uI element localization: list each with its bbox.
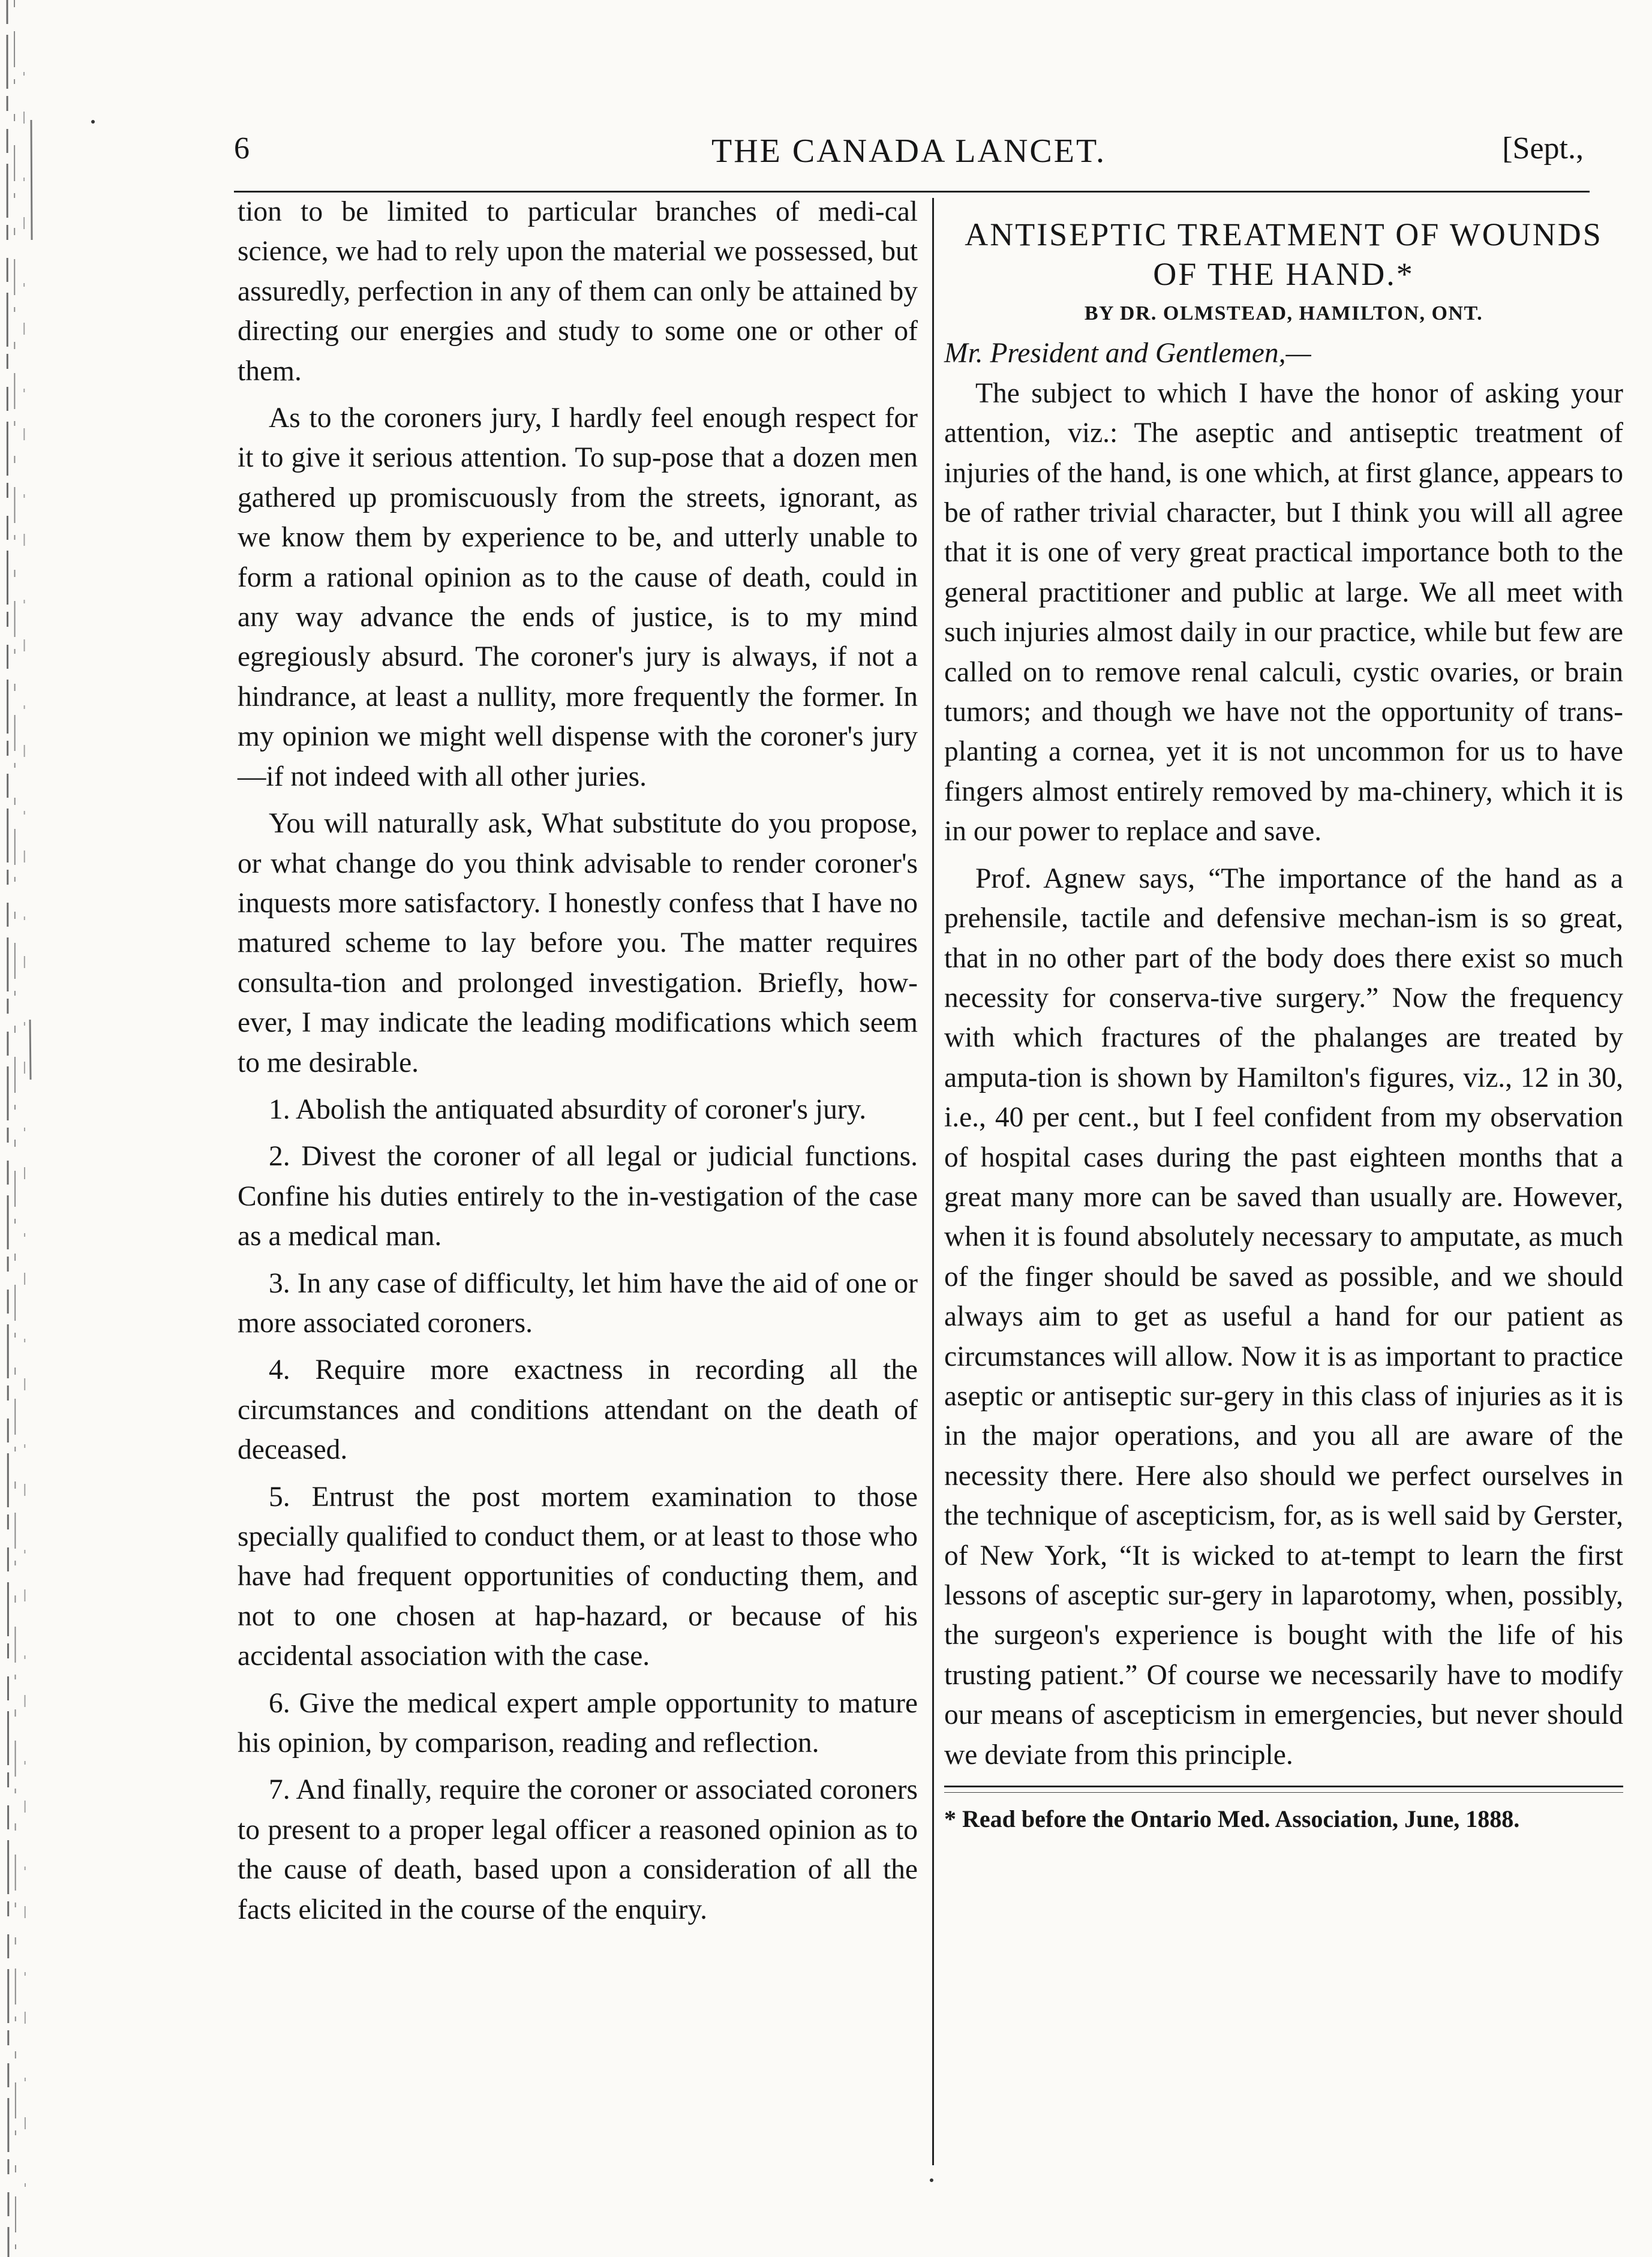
left-column	[238, 192, 918, 1930]
footnote: * Read before the Ontario Med. Association, June, 1888.	[944, 1805, 1520, 1833]
paragraph-substitute: You will naturally ask, What substitute do you propose, or what change do you think advisable to render coroner's inquests more satisfactory. I honestly confess that I have no matured scheme to lay before you. The matter requires consulta-tion and prolonged investigation. Briefly, how-ever, I may indicate the leading modifications which seem to me desirable.	[238, 808, 918, 1078]
footnote-rule	[944, 1786, 1623, 1787]
scan-edge-shadow	[0, 0, 42, 2257]
list-item-1: 1. Abolish the antiquated absurdity of coroner's jury.	[269, 1093, 867, 1125]
list-item-4: 4. Require more exactness in recording all the circumstances and conditions attendant on the death of deceased.	[238, 1354, 918, 1466]
footnote-rule-thin	[944, 1792, 1623, 1793]
list-item-5: 5. Entrust the post mortem examination to those specially qualified to conduct them, or at least to those who have had frequent opportunities of conducting them, and not to one chosen at hap-hazard, or because of his accidental association with the case.	[238, 1481, 918, 1672]
article-byline: BY DR. OLMSTEAD, HAMILTON, ONT.	[1084, 302, 1483, 324]
journal-title: THE CANADA LANCET.	[711, 133, 1107, 170]
salutation: Mr. President and Gentlemen,—	[944, 338, 1311, 369]
article-paragraph-1: The subject to which I have the honor of asking your attention, viz.: The aseptic and antiseptic treatment of injuries of the hand, is one which, at first glance, appears to be of rather trivial character, but I think you will all agree that it is one of very great practical importance both to the general practitioner and public at large. We all meet with such injuries almost daily in our practice, while but few are called on to remove renal calculi, cystic ovaries, or brain tumors; and though we have not the opportunity of trans-planting a cornea, yet it is not uncommon for us to have fingers almost entirely removed by ma-chinery, which it is in our power to replace and save.	[944, 377, 1623, 847]
list-item-6: 6. Give the medical expert ample opportunity to mature his opinion, by comparison, reading and reflection.	[238, 1687, 918, 1759]
paragraph-coroners-jury: As to the coroners jury, I hardly feel enough respect for it to give it serious attention. To sup-pose that a dozen men gathered up promiscuously from the streets, ignorant, as we know them by experience to be, and utterly unable to form a rational opinion as to the cause of death, could in any way advance the ends of justice, is to my mind egregiously absurd. The coroner's jury is always, if not a hindrance, at least a nullity, more frequently the former. In my opinion we might well dispense with the coroner's jury—if not indeed with all other juries.	[238, 402, 918, 792]
right-column	[944, 215, 1623, 1835]
column-divider	[932, 198, 934, 2165]
page-number: 6	[234, 131, 250, 166]
running-header	[234, 127, 1584, 175]
list-item-2: 2. Divest the coroner of all legal or judicial functions. Confine his duties entirely to the in-vestigation of the case as a medical man.	[238, 1141, 918, 1252]
list-item-7: 7. And finally, require the coroner or associated coroners to present to a proper legal officer a reasoned opinion as to the cause of death, based upon a consideration of all the facts elicited in the course of the enquiry.	[238, 1774, 918, 1925]
paragraph-continuation: tion to be limited to particular branches of medi-cal science, we had to rely upon the material we possessed, but assuredly, perfection in any of them can only be attained by directing our energies and study to some one or other of them.	[238, 196, 918, 387]
article-title: ANTISEPTIC TREATMENT OF WOUNDS OF THE HAND.*	[965, 217, 1603, 292]
issue-month: [Sept.,	[1502, 131, 1584, 166]
ink-speck	[930, 2178, 933, 2182]
ink-speck	[91, 120, 95, 124]
article-paragraph-2: Prof. Agnew says, “The importance of the hand as a prehensile, tactile and defensive mechan-ism is so great, that in no other part of the body does there exist so much necessity for conserva-tive surgery.” Now the frequency with which fractures of the phalanges are treated by amputa-tion is shown by Hamilton's figures, viz., 12 in 30, i.e., 40 per cent., but I feel confident from my observation of hospital cases during the past eighteen months that a great many more can be saved than usually are. However, when it is found absolutely necessary to amputate, as much of the finger should be saved as possible, and we should always aim to get as useful a hand for our patient as circumstances will allow. Now it is as important to practice aseptic or antiseptic sur-gery in this class of injuries as it is in the major operations, and you all are aware of the necessity there. Here also should we perfect ourselves in the technique of ascepticism, for, as is well said by Gerster, of New York, “It is wicked to at-tempt to learn the first lessons of asceptic sur-gery in laparotomy, when, possibly, the surgeon's experience is bought with the life of his trusting patient.” Of course we necessarily have to modify our means of ascepticism in emergencies, but never should we deviate from this principle.	[944, 862, 1623, 1771]
list-item-3: 3. In any case of difficulty, let him have the aid of one or more associated coroners.	[238, 1267, 918, 1339]
